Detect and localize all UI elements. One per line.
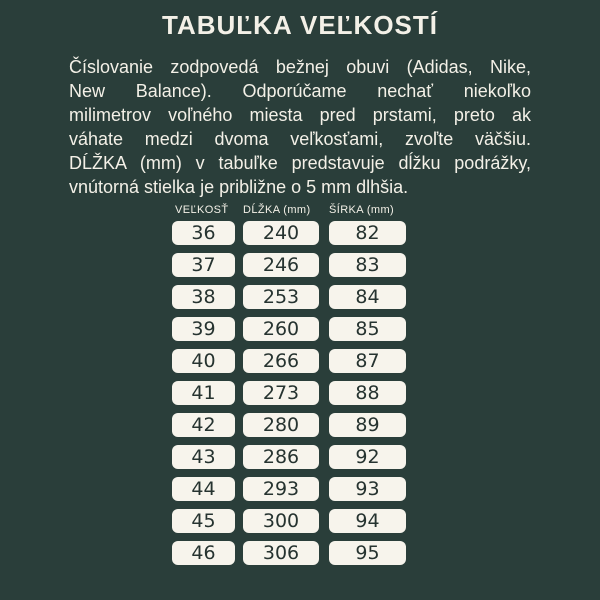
length-cell: 280 (243, 413, 319, 437)
size-cell: 36 (172, 221, 235, 245)
length-cell: 253 (243, 285, 319, 309)
length-cell: 260 (243, 317, 319, 341)
length-cell: 300 (243, 509, 319, 533)
size-table (172, 203, 406, 573)
size-cell: 38 (172, 285, 235, 309)
table-body (172, 221, 406, 565)
width-cell: 82 (329, 221, 406, 245)
width-cell: 92 (329, 445, 406, 469)
size-cell: 39 (172, 317, 235, 341)
width-cell: 83 (329, 253, 406, 277)
description (69, 55, 531, 199)
table-row (172, 413, 406, 437)
size-cell: 44 (172, 477, 235, 501)
width-cell: 87 (329, 349, 406, 373)
width-cell: 84 (329, 285, 406, 309)
page-title: TABUĽKA VEĽKOSTÍ (162, 10, 438, 40)
size-cell: 46 (172, 541, 235, 565)
table-row (172, 285, 406, 309)
width-cell: 85 (329, 317, 406, 341)
width-cell: 94 (329, 509, 406, 533)
table-row (172, 317, 406, 341)
length-cell: 266 (243, 349, 319, 373)
size-cell: 41 (172, 381, 235, 405)
size-cell: 40 (172, 349, 235, 373)
size-cell: 42 (172, 413, 235, 437)
size-cell: 43 (172, 445, 235, 469)
description-line: Číslovanie zodpovedá bežnej obuvi (Adidas, Nike, (69, 57, 531, 77)
length-cell: 286 (243, 445, 319, 469)
length-cell: 306 (243, 541, 319, 565)
description-line: DĹŽKA (mm) v tabuľke predstavuje dĺžku podrážky, (69, 153, 531, 173)
table-row (172, 541, 406, 565)
description-line: milimetrov voľného miesta pred prstami, preto ak (69, 105, 531, 125)
description-line: váhate medzi dvoma veľkosťami, zvoľte väčšiu. (69, 129, 531, 149)
length-cell: 240 (243, 221, 319, 245)
column-header-width: ŠÍRKA (mm) (329, 204, 395, 216)
length-cell: 293 (243, 477, 319, 501)
length-cell: 273 (243, 381, 319, 405)
size-cell: 37 (172, 253, 235, 277)
description-line: New Balance). Odporúčame nechať niekoľko (69, 81, 531, 101)
table-header-row (172, 203, 406, 221)
table-row (172, 349, 406, 373)
width-cell: 95 (329, 541, 406, 565)
size-cell: 45 (172, 509, 235, 533)
width-cell: 89 (329, 413, 406, 437)
table-row (172, 445, 406, 469)
table-row (172, 253, 406, 277)
table-row (172, 381, 406, 405)
width-cell: 88 (329, 381, 406, 405)
description-line: vnútorná stielka je približne o 5 mm dlhšia. (69, 177, 409, 197)
table-row (172, 509, 406, 533)
column-header-size: VEĽKOSŤ (175, 204, 229, 216)
table-row (172, 221, 406, 245)
column-header-length: DĹŽKA (mm) (243, 204, 311, 216)
width-cell: 93 (329, 477, 406, 501)
table-row (172, 477, 406, 501)
length-cell: 246 (243, 253, 319, 277)
